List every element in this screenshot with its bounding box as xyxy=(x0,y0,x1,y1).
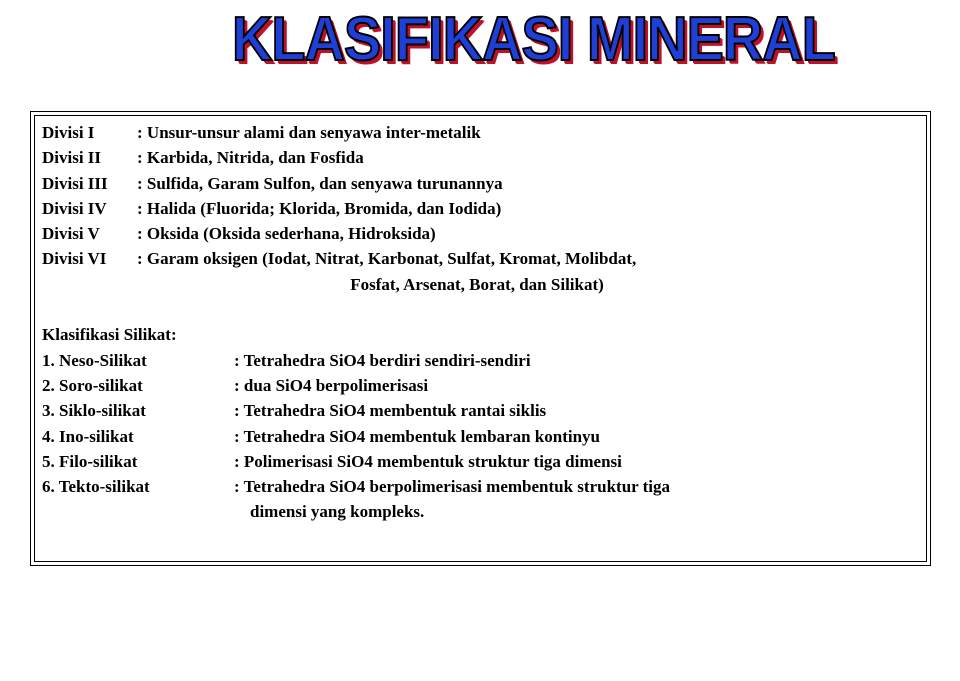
division-row xyxy=(42,120,902,145)
silikat-desc: : Tetrahedra SiO4 berpolimerisasi membentuk struktur tiga xyxy=(234,477,671,497)
silikat-row xyxy=(42,373,902,398)
silikat-desc: : Polimerisasi SiO4 membentuk struktur tiga dimensi xyxy=(234,451,622,471)
page-title: KLASIFIKASI MINERAL xyxy=(232,5,835,74)
division-label: Divisi III xyxy=(42,173,108,193)
division-desc: : Garam oksigen (Iodat, Nitrat, Karbonat, Sulfat, Kromat, Molibdat, xyxy=(137,249,637,269)
division-desc: : Unsur-unsur alami dan senyawa inter-metalik xyxy=(137,123,481,142)
silikat-desc-continuation: dimensi yang kompleks. xyxy=(250,502,425,522)
division-label: Divisi II xyxy=(42,148,102,168)
division-row xyxy=(42,145,902,170)
division-label: Divisi V xyxy=(42,224,100,244)
silikat-label: 5. Filo-silikat xyxy=(42,451,138,471)
division-row xyxy=(42,246,902,271)
silikat-label: 4. Ino-silikat xyxy=(42,426,134,446)
silikat-row xyxy=(42,449,902,474)
division-desc: : Karbida, Nitrida, dan Fosfida xyxy=(137,148,364,168)
division-row xyxy=(42,221,902,246)
division-desc: : Oksida (Oksida sederhana, Hidroksida) xyxy=(137,224,436,244)
division-label: Divisi IV xyxy=(42,198,107,218)
silikat-label: 1. Neso-Silikat xyxy=(42,350,147,370)
silikat-row xyxy=(42,398,902,423)
content-text xyxy=(42,120,902,525)
silikat-label: 3. Siklo-silikat xyxy=(42,401,146,421)
division-desc-continuation: Fosfat, Arsenat, Borat, dan Silikat) xyxy=(350,274,604,294)
silikat-row xyxy=(42,348,902,373)
silikat-desc: : Tetrahedra SiO4 membentuk rantai siklis xyxy=(234,401,547,421)
silikat-desc: : Tetrahedra SiO4 berdiri sendiri-sendiri xyxy=(234,350,531,370)
silikat-row xyxy=(42,474,902,499)
silikat-label: 6. Tekto-silikat xyxy=(42,477,150,497)
silikat-row xyxy=(42,424,902,449)
division-row xyxy=(42,171,902,196)
spacer xyxy=(42,297,902,322)
division-row xyxy=(42,196,902,221)
division-label: Divisi I xyxy=(42,123,95,142)
silikat-desc: : Tetrahedra SiO4 membentuk lembaran kontinyu xyxy=(234,426,601,446)
silikat-label: 2. Soro-silikat xyxy=(42,375,143,395)
division-label: Divisi VI xyxy=(42,249,107,269)
division-desc: : Sulfida, Garam Sulfon, dan senyawa turunannya xyxy=(137,173,503,193)
silikat-desc: : dua SiO4 berpolimerisasi xyxy=(234,375,429,395)
silikat-heading: Klasifikasi Silikat: xyxy=(42,325,177,345)
division-desc: : Halida (Fluorida; Klorida, Bromida, dan Iodida) xyxy=(137,198,502,218)
